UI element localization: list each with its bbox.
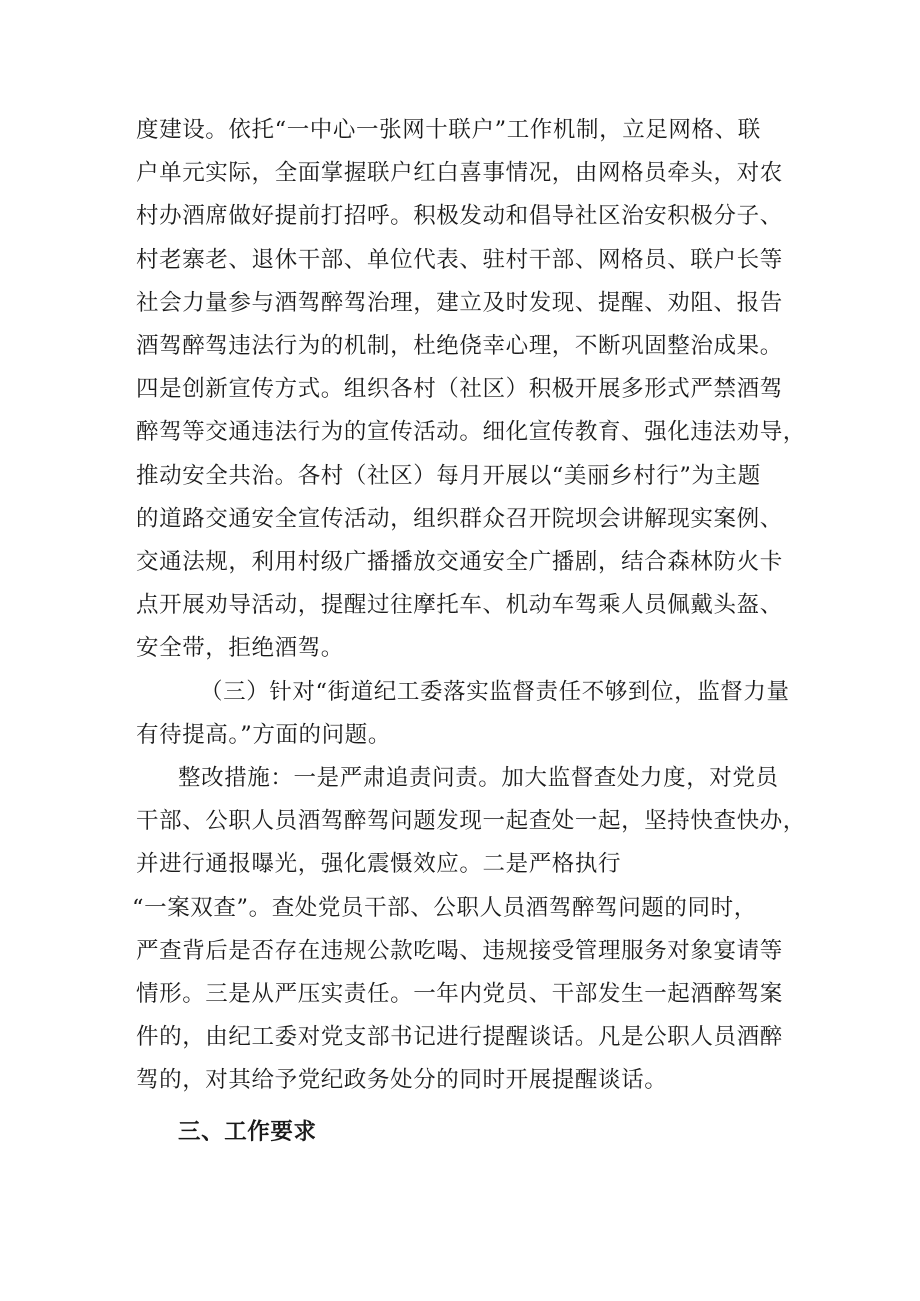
text-line: 四是创新宣传方式。组织各村（社区）积极开展多形式严禁酒驾 — [136, 376, 783, 402]
text-line: “一案双查”。查处党员干部、公职人员酒驾醉驾问题的同时， — [132, 895, 757, 921]
text-line: 交通法规，利用村级广播播放交通安全广播剧，结合森林防火卡 — [136, 549, 783, 575]
text-line: 醉驾等交通违法行为的宣传活动。细化宣传教育、强化违法劝导， — [136, 419, 806, 445]
text-line: 件的，由纪工委对党支部书记进行提醒谈话。凡是公职人员酒醉 — [136, 1024, 783, 1050]
text-line: 度建设。依托“一中心一张网十联户”工作机制，立足网格、联 — [136, 117, 761, 143]
text-line: 推动安全共治。各村（社区）每月开展以“美丽乡村行”为主题 — [136, 463, 761, 489]
section-heading: 三、工作要求 — [178, 1119, 317, 1145]
text-line: 村办酒席做好提前打招呼。积极发动和倡导社区治安积极分子、 — [136, 203, 783, 229]
text-line: 干部、公职人员酒驾醉驾问题发现一起查处一起，坚持快查快办， — [136, 808, 806, 834]
text-line: 酒驾醉驾违法行为的机制，杜绝侥幸心理，不断巩固整治成果。 — [136, 333, 783, 359]
text-line: 严查背后是否存在违规公款吃喝、违规接受管理服务对象宴请等 — [136, 938, 783, 964]
section-heading-line: （三）针对“街道纪工委落实监督责任不够到位，监督力量 — [200, 679, 790, 705]
text-line: 安全带，拒绝酒驾。 — [136, 635, 344, 661]
text-line: 点开展劝导活动，提醒过往摩托车、机动车驾乘人员佩戴头盔、 — [136, 592, 783, 618]
text-line: 驾的，对其给予党纪政务处分的同时开展提醒谈话。 — [136, 1067, 668, 1093]
text-line: 户单元实际，全面掌握联户红白喜事情况，由网格员牵头，对农 — [136, 160, 783, 186]
text-line: 的道路交通安全宣传活动，组织群众召开院坝会讲解现实案例、 — [136, 506, 783, 532]
text-line: 情形。三是从严压实责任。一年内党员、干部发生一起酒醉驾案 — [136, 981, 783, 1007]
paragraph-start-line: 整改措施：一是严肃追责问责。加大监督查处力度，对党员 — [178, 765, 779, 791]
text-line: 社会力量参与酒驾醉驾治理，建立及时发现、提醒、劝阻、报告 — [136, 290, 783, 316]
text-line: 村老寨老、退休干部、单位代表、驻村干部、网格员、联户长等 — [136, 247, 783, 273]
text-line: 并进行通报曝光，强化震慑效应。二是严格执行 — [136, 851, 622, 877]
text-line: 有待提高。”方面的问题。 — [136, 722, 391, 748]
